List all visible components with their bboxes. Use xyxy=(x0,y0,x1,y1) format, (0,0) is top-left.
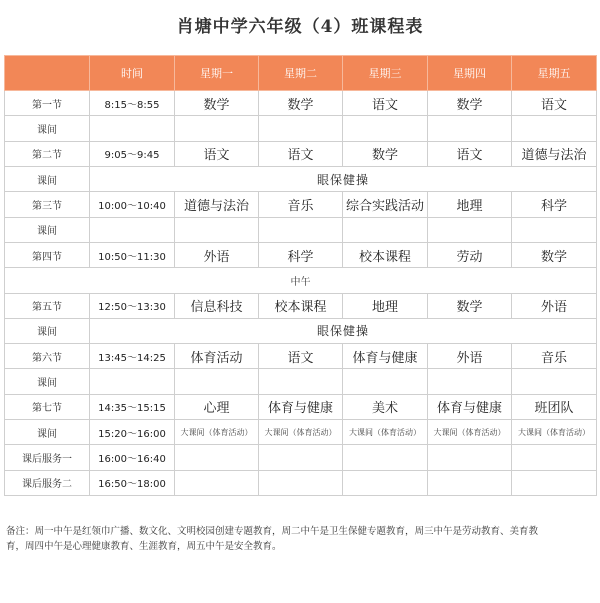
empty-cell xyxy=(259,470,343,495)
period-time: 15:20～16:00 xyxy=(90,420,175,445)
period-time: 10:50～11:30 xyxy=(90,242,175,267)
footnote-line: 育，周四中午是心理健康教育、生涯教育，周五中午是安全教育。 xyxy=(6,541,282,552)
course-cell: 地理 xyxy=(428,192,512,217)
empty-cell xyxy=(175,217,259,242)
period-label: 课间 xyxy=(5,420,90,445)
period-label: 第一节 xyxy=(5,91,90,116)
course-cell: 数学 xyxy=(428,91,512,116)
course-cell: 数学 xyxy=(512,242,597,267)
period-label: 第二节 xyxy=(5,141,90,166)
course-cell: 数学 xyxy=(428,293,512,318)
course-cell: 数学 xyxy=(343,141,428,166)
period-label: 课后服务二 xyxy=(5,470,90,495)
eye-exercise-cell: 眼保健操 xyxy=(90,318,597,343)
course-cell: 道德与法治 xyxy=(512,141,597,166)
table-row xyxy=(5,242,597,267)
period-time: 16:50～18:00 xyxy=(90,470,175,495)
course-cell: 科学 xyxy=(512,192,597,217)
empty-cell xyxy=(428,217,512,242)
empty-cell xyxy=(428,116,512,141)
period-label: 第五节 xyxy=(5,293,90,318)
course-cell: 音乐 xyxy=(259,192,343,217)
period-label: 第七节 xyxy=(5,394,90,419)
course-cell: 信息科技 xyxy=(175,293,259,318)
period-time: 14:35～15:15 xyxy=(90,394,175,419)
course-cell: 语文 xyxy=(259,141,343,166)
table-row xyxy=(5,166,597,191)
course-cell: 劳动 xyxy=(428,242,512,267)
break-label: 课间 xyxy=(5,318,90,343)
page-title: 肖塘中学六年级（4）班课程表 xyxy=(176,17,424,37)
course-cell: 校本课程 xyxy=(343,242,428,267)
table-row xyxy=(5,394,597,419)
timetable xyxy=(4,55,597,496)
table-row xyxy=(5,293,597,318)
period-time: 9:05～9:45 xyxy=(90,141,175,166)
empty-cell xyxy=(512,445,597,470)
table-row xyxy=(5,369,597,394)
break-label: 课间 xyxy=(5,116,90,141)
course-cell: 地理 xyxy=(343,293,428,318)
empty-cell xyxy=(343,369,428,394)
course-cell: 语文 xyxy=(428,141,512,166)
period-time: 10:00～10:40 xyxy=(90,192,175,217)
table-row xyxy=(5,217,597,242)
course-cell: 体育与健康 xyxy=(259,394,343,419)
empty-cell xyxy=(343,470,428,495)
footnote-line: 备注：周一中午是红领巾广播、数文化、文明校园创建专题教育，周二中午是卫生保健专题教育，周三中午是劳动教育、美育教 xyxy=(6,526,539,537)
activity-cell: 大课间（体育活动） xyxy=(428,420,512,445)
table-row xyxy=(5,318,597,343)
course-cell: 校本课程 xyxy=(259,293,343,318)
header-time: 时间 xyxy=(90,56,175,91)
eye-exercise-cell: 眼保健操 xyxy=(90,166,597,191)
table-row xyxy=(5,192,597,217)
period-label: 第四节 xyxy=(5,242,90,267)
empty-cell xyxy=(90,369,175,394)
empty-cell xyxy=(512,470,597,495)
course-cell: 体育活动 xyxy=(175,344,259,369)
empty-cell xyxy=(428,369,512,394)
table-row xyxy=(5,91,597,116)
activity-cell: 大课间（体育活动） xyxy=(512,420,597,445)
course-cell: 美术 xyxy=(343,394,428,419)
table-row xyxy=(5,470,597,495)
empty-cell xyxy=(512,116,597,141)
activity-cell: 大课间（体育活动） xyxy=(259,420,343,445)
course-cell: 数学 xyxy=(259,91,343,116)
period-label: 第六节 xyxy=(5,344,90,369)
header-blank xyxy=(5,56,90,91)
empty-cell xyxy=(175,470,259,495)
period-label: 课后服务一 xyxy=(5,445,90,470)
empty-cell xyxy=(512,369,597,394)
break-label: 课间 xyxy=(5,369,90,394)
header-tuesday: 星期二 xyxy=(259,56,343,91)
empty-cell xyxy=(428,470,512,495)
break-label: 课间 xyxy=(5,166,90,191)
empty-cell xyxy=(175,369,259,394)
empty-cell xyxy=(259,369,343,394)
period-time: 12:50～13:30 xyxy=(90,293,175,318)
course-cell: 外语 xyxy=(512,293,597,318)
course-cell: 班团队 xyxy=(512,394,597,419)
course-cell: 数学 xyxy=(175,91,259,116)
header-friday: 星期五 xyxy=(512,56,597,91)
period-time: 13:45～14:25 xyxy=(90,344,175,369)
course-cell: 音乐 xyxy=(512,344,597,369)
empty-cell xyxy=(259,217,343,242)
header-wednesday: 星期三 xyxy=(343,56,428,91)
period-label: 第三节 xyxy=(5,192,90,217)
period-time: 8:15～8:55 xyxy=(90,91,175,116)
empty-cell xyxy=(259,445,343,470)
course-cell: 语文 xyxy=(175,141,259,166)
timetable-header xyxy=(5,56,597,91)
table-row xyxy=(5,420,597,445)
header-monday: 星期一 xyxy=(175,56,259,91)
course-cell: 语文 xyxy=(343,91,428,116)
empty-cell xyxy=(343,217,428,242)
activity-cell: 大课间（体育活动） xyxy=(343,420,428,445)
table-row xyxy=(5,116,597,141)
table-row xyxy=(5,445,597,470)
table-row xyxy=(5,141,597,166)
empty-cell xyxy=(90,217,175,242)
noon-row: 中午 xyxy=(5,268,597,293)
empty-cell xyxy=(259,116,343,141)
empty-cell xyxy=(343,445,428,470)
empty-cell xyxy=(90,116,175,141)
table-row xyxy=(5,268,597,293)
course-cell: 体育与健康 xyxy=(428,394,512,419)
empty-cell xyxy=(175,116,259,141)
period-time: 16:00～16:40 xyxy=(90,445,175,470)
header-thursday: 星期四 xyxy=(428,56,512,91)
empty-cell xyxy=(343,116,428,141)
activity-cell: 大课间（体育活动） xyxy=(175,420,259,445)
course-cell: 道德与法治 xyxy=(175,192,259,217)
course-cell: 心理 xyxy=(175,394,259,419)
course-cell: 体育与健康 xyxy=(343,344,428,369)
course-cell: 科学 xyxy=(259,242,343,267)
course-cell: 综合实践活动 xyxy=(343,192,428,217)
table-row xyxy=(5,344,597,369)
empty-cell xyxy=(175,445,259,470)
footnote xyxy=(6,524,594,554)
course-cell: 外语 xyxy=(428,344,512,369)
empty-cell xyxy=(512,217,597,242)
course-cell: 外语 xyxy=(175,242,259,267)
empty-cell xyxy=(428,445,512,470)
break-label: 课间 xyxy=(5,217,90,242)
course-cell: 语文 xyxy=(259,344,343,369)
course-cell: 语文 xyxy=(512,91,597,116)
